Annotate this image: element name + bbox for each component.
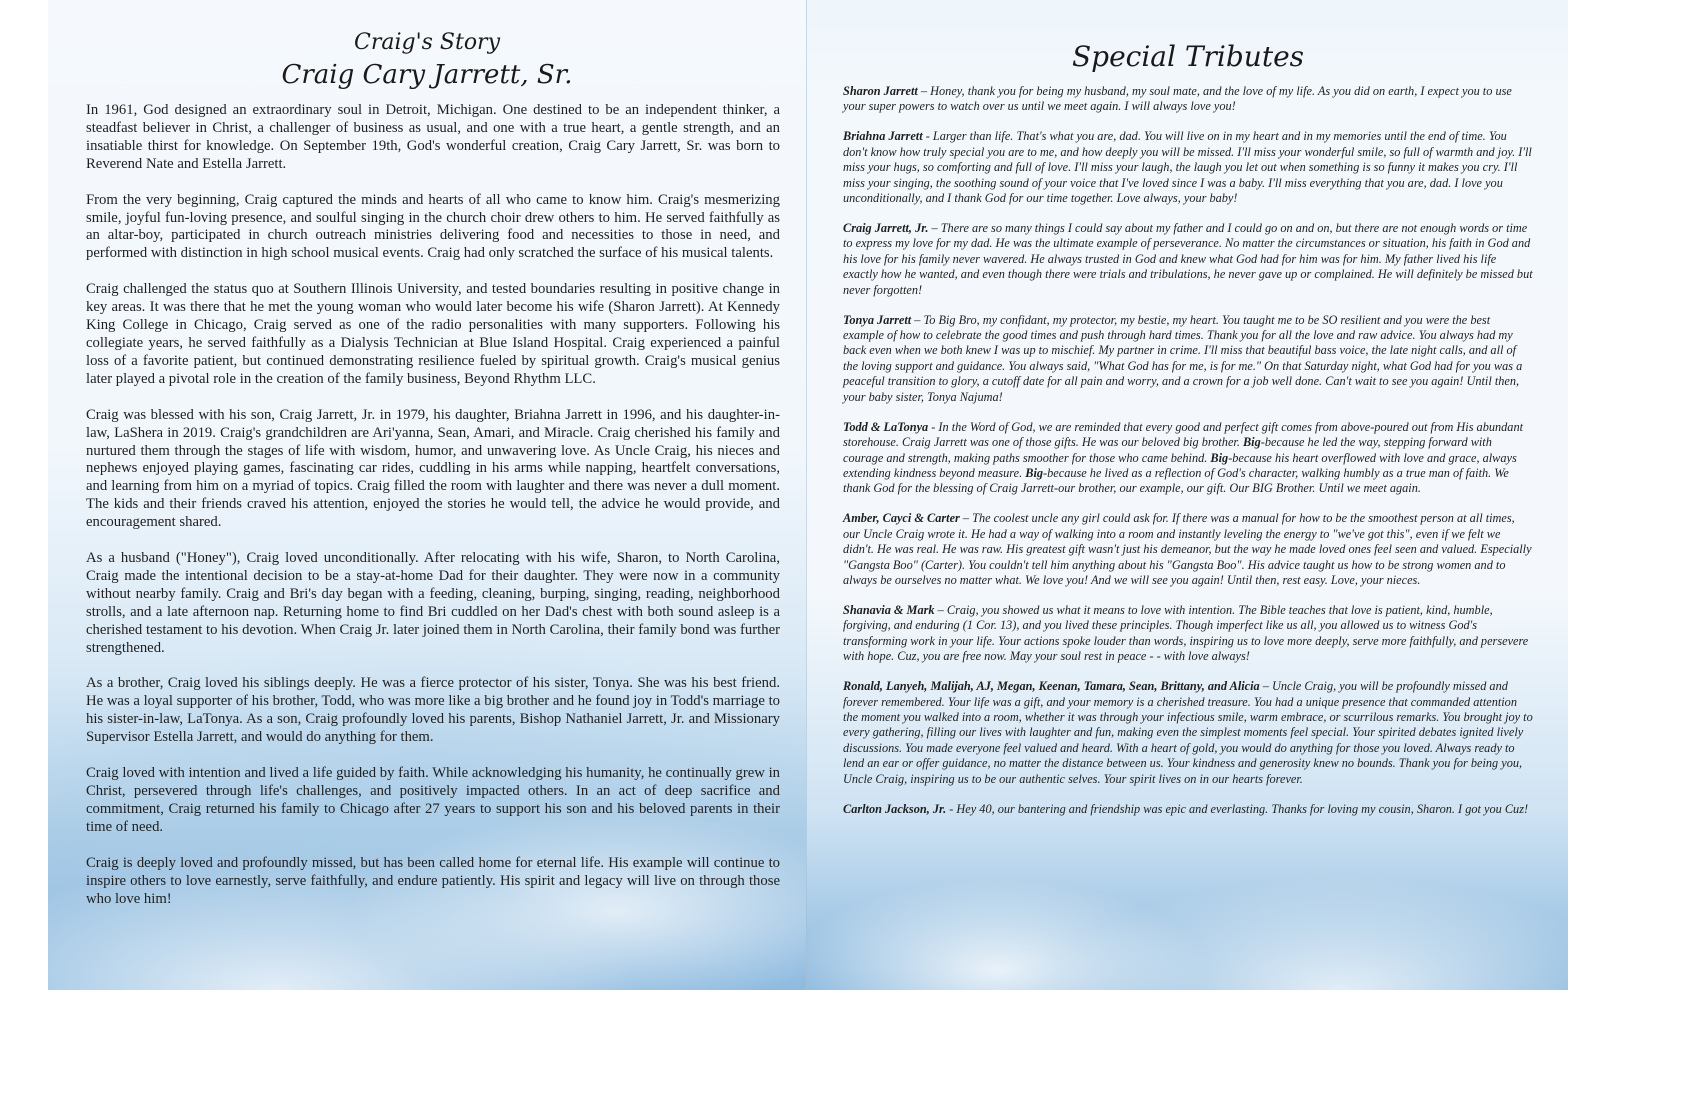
tributes-list	[843, 84, 1533, 832]
story-paragraph: From the very beginning, Craig captured the minds and hearts of all who came to know him. Craig's mesmerizing smile, joyful fun-loving presence, and soulful singing in the church choir drew others to him. He served faithfully as an altar-boy, participated in church outreach ministries delivering food and necessities to those in need, and performed with distinction in high school musical events. Craig had only scratched the surface of his musical talents.	[86, 191, 780, 262]
tribute-text: – Craig, you showed us what it means to love with intention. The Bible teaches that love is patient, kind, humble, forgiving, and enduring (1 Cor. 13), and you lived these principles. Though imperfect like us all, you allowed us to witness God's transforming work in your life. Your actions spoke louder than words, inspiring us to love more deeply, serve more faithfully, and persevere with hope. Cuz, you are free now. May your soul rest in peace - - with love always!	[843, 602, 1529, 664]
right-page	[806, 0, 1568, 990]
left-page	[48, 0, 806, 990]
tribute-name: Craig Jarrett, Jr.	[843, 221, 929, 236]
tribute-name: Todd & LaTonya	[843, 419, 929, 434]
tribute-text: - Hey 40, our bantering and friendship was epic and everlasting. Thanks for loving my cousin, Sharon. I got you Cuz!	[946, 801, 1529, 816]
tribute-name: Carlton Jackson, Jr.	[843, 801, 947, 816]
tribute-name: Tonya Jarrett	[843, 312, 912, 327]
story-paragraph: In 1961, God designed an extraordinary soul in Detroit, Michigan. One destined to be an independent thinker, a steadfast believer in Christ, a challenger of business as usual, and one with a true heart, a gentle strength, and an insatiable thirst for knowledge. On September 19th, God's wonderful creation, Craig Cary Jarrett, Sr. was born to Reverend Nate and Estella Jarrett.	[86, 102, 780, 172]
tribute-entry	[843, 802, 1533, 817]
tribute-text: -because his heart overflowed with love and grace, always extending kindness beyond measure.	[843, 450, 1517, 480]
tribute-entry	[843, 313, 1533, 405]
story-paragraph: As a husband ("Honey"), Craig loved unconditionally. After relocating with his wife, Sharon, to North Carolina, Craig made the intentional decision to be a stay-at-home Dad for their daughter. They were now in a community without nearby family. Craig and Bri's day began with a feeding, cleaning, burping, singing, reading, neighborhood strolls, and a late afternoon nap. Returning home to find Bri cuddled on her Dad's chest with both sound asleep is a cherished testament to his devotion. When Craig Jr. later joined them in North Carolina, their family bond was further strengthened.	[86, 550, 780, 656]
story-text	[86, 102, 780, 926]
tribute-text: - Larger than life. That's what you are, dad. You will live on in my heart and in my memories until the end of time. You don't know how truly special you are to me, and how deeply you will be missed. I'll miss your wonderful smile, so full of warmth and joy. I'll miss your hugs, so comforting and full of love. I'll miss your laugh, the laugh you let out when something is so funny it makes you cry. I'll miss your singing, the soothing sound of your voice that I've loved since I was a baby. I'll miss everything that you are, dad. I love you unconditionally, and I thank God for our time together. Love always, your baby!	[843, 129, 1532, 206]
story-paragraph: Craig is deeply loved and profoundly missed, but has been called home for eternal life. His example will continue to inspire others to love earnestly, serve faithfully, and endure patiently. His spirit and legacy will live on through those who love him!	[86, 854, 780, 907]
tribute-entry	[843, 84, 1533, 115]
tribute-entry	[843, 679, 1533, 787]
tribute-text: – There are so many things I could say about my father and I could go on and on, but there are not enough words or time to express my love for my dad. He was the ultimate example of perseverance. No matter the circumstances or situation, his faith in God and his love for his family never wavered. He always trusted in God and knew what God had for him was for him. My father lived his life exactly how he wanted, and even though there were trials and tribulations, he never gave up or complained. He will definitely be missed but never forgotten!	[843, 221, 1533, 297]
emphasis-word: Big	[1025, 465, 1044, 480]
tribute-entry	[843, 221, 1533, 298]
tribute-name: Sharon Jarrett	[843, 84, 918, 98]
tribute-text: -because he led the way, stepping forward with courage and strength, making paths smoother for those who came behind.	[843, 435, 1492, 465]
story-paragraph: Craig was blessed with his son, Craig Jarrett, Jr. in 1979, his daughter, Briahna Jarrett in 1996, and his daughter-in-law, LaShera in 2019. Craig's grandchildren are Ari'yanna, Sean, Amari, and Miracle. Craig cherished his family and nurtured them through the stages of life with wisdom, humor, and unwavering love. As Uncle Craig, his nieces and nephews enjoyed playing games, fascinating car rides, cuddling in his arms while napping, heartfelt conversations, and learning from him on a myriad of topics. Craig filled the room with laughter and there was never a dull moment. The kids and their friends craved his attention, enjoyed the stories he would tell, the advice he would provide, and encouragement shared.	[86, 406, 780, 531]
tribute-text: – Honey, thank you for being my husband, my soul mate, and the love of my life. As you did on earth, I expect you to use your super powers to watch over us until we meet again. I will always love you!	[843, 84, 1512, 114]
tribute-entry	[843, 603, 1533, 665]
tribute-entry	[843, 420, 1533, 497]
tribute-text: -because he lived as a reflection of God's character, walking humbly as a true man of faith. We thank God for the blessing of Craig Jarrett-our brother, our example, our gift. Our BIG Brother. Until we meet again.	[843, 465, 1509, 496]
emphasis-word: Big	[1210, 450, 1229, 465]
tribute-text: – To Big Bro, my confidant, my protector, my bestie, my heart. You taught me to be SO resilient and you were the best example of how to celebrate the good times and push through hard times. Thank you for all the love and raw advice. You always had my back even when we both knew I was up to mischief. My partner in crime. I'll miss that beautiful bass voice, the late night calls, and all of the loving support and guidance. You always said, "What God has for me, is for me." On that Saturday night, what God had for you was a peaceful transition to glory, a cutoff date for all pain and worry, and a crown for a job well done. Can't wait to see you again! Until then, your baby sister, Tonya Najuma!	[843, 312, 1523, 404]
tribute-text: - In the Word of God, we are reminded that every good and perfect gift comes from above-poured out from His abundant storehouse. Craig Jarrett was one of those gifts. He was our beloved big brother.	[843, 419, 1524, 450]
tributes-heading: Special Tributes	[1071, 40, 1305, 73]
tribute-entry	[843, 511, 1533, 588]
scan-margin	[0, 990, 1568, 1019]
tribute-text: – Uncle Craig, you will be profoundly missed and forever remembered. Your life was a gift, and your memory is a cherished treasure. You had a unique presence that commanded attention the moment you walked into a room, whether it was through your infectious smile, warm embrace, or scurrilous remarks. You brought joy to every gathering, filling our lives with laughter and fun, making even the simplest moments feel special. Your spirited debates ignited lively discussions. You made everyone feel valued and heard. With a heart of gold, you would do anything for those you loved. Always ready to lend an ear or offer guidance, no matter the distance between us. Your kindness and generosity knew no bounds. Thank you for being you, Uncle Craig, inspiring us to be our authentic selves. Your spirit lives on in our hearts forever.	[843, 679, 1533, 786]
story-paragraph: Craig loved with intention and lived a life guided by faith. While acknowledging his humanity, he continually grew in Christ, persevered through life's challenges, and positively impacted others. In an act of deep sacrifice and commitment, Craig returned his family to Chicago after 27 years to support his son and his beloved parents in their time of need.	[86, 765, 780, 835]
tribute-name: Briahna Jarrett	[843, 129, 923, 144]
tribute-name: Ronald, Lanyeh, Malijah, AJ, Megan, Keenan, Tamara, Sean, Brittany, and Alicia	[843, 679, 1260, 694]
story-paragraph: Craig challenged the status quo at Southern Illinois University, and tested boundaries resulting in positive change in key areas. It was there that he met the young woman who would later become his wife (Sharon Jarrett). At Kennedy King College in Chicago, Craig served as one of the radio personalities with many supporters. Following his collegiate years, he served faithfully as a Dialysis Technician at Blue Island Hospital. Craig experienced a painful loss of a favorite patient, but continued demonstrating resilience fueled by spiritual growth. Craig's musical genius later played a pivotal role in the creation of the family business, Beyond Rhythm LLC.	[86, 281, 780, 387]
story-paragraph: As a brother, Craig loved his siblings deeply. He was a fierce protector of his sister, Tonya. She was his best friend. He was a loyal supporter of his brother, Todd, who was more like a big brother and he found joy in Todd's marriage to his sister-in-law, LaTonya. As a son, Craig profoundly loved his parents, Bishop Nathaniel Jarrett, Jr. and Missionary Supervisor Estella Jarrett, and would do anything for them.	[86, 675, 780, 746]
tribute-name: Amber, Cayci & Carter	[843, 511, 960, 526]
story-heading: Craig's Story	[353, 30, 501, 55]
tribute-name: Shanavia & Mark	[843, 602, 935, 617]
deceased-name-heading: Craig Cary Jarrett, Sr.	[281, 60, 573, 90]
tribute-text: – The coolest uncle any girl could ask for. If there was a manual for how to be the smoothest person at all times, our Uncle Craig wrote it. He had a way of walking into a room and instantly leveling the energy to "we've got this", even if we felt we didn't. He was real. He was raw. His greatest gift wasn't just his demeanor, but the way he made loved ones feel seen and valued. Especially "Gangsta Boo" (Carter). You couldn't tell him anything about his "Gangsta Boo". His advice taught us how to be strong women and to always be ourselves no matter what. We love you! And we will see you again! Until then, rest easy. Love, your nieces.	[843, 511, 1532, 587]
tribute-entry	[843, 129, 1533, 206]
emphasis-word: Big	[1242, 435, 1261, 450]
